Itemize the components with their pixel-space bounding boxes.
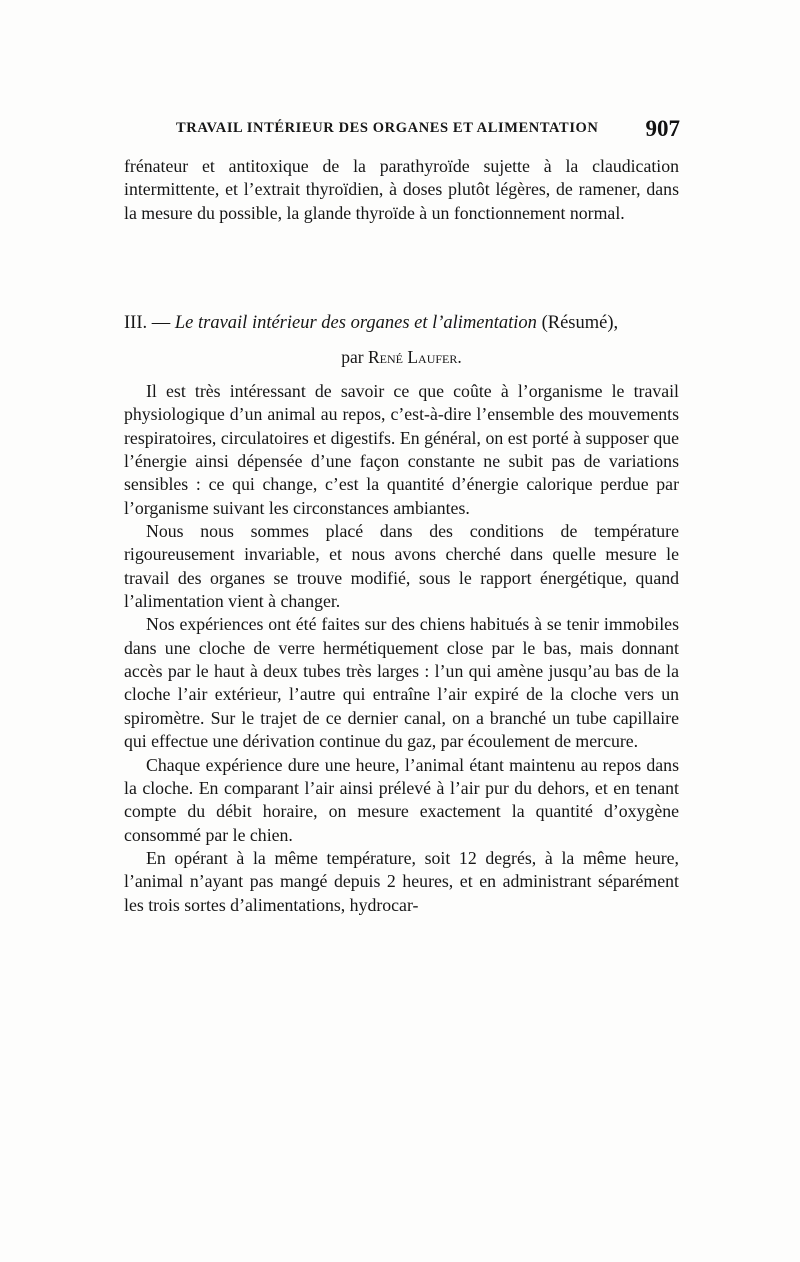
running-head — [124, 116, 680, 146]
running-head-title: TRAVAIL INTÉRIEUR DES ORGANES ET ALIMENTATION — [176, 120, 599, 136]
intro-text — [124, 155, 679, 225]
paragraph: Nos expériences ont été faites sur des chiens habitués à se tenir immobiles dans une cloche de verre hermétiquement close par le bas, mais donnant accès par le haut à deux tubes très larges : l’un qui amène jusqu’au bas de la cloche l’air extérieur, l’autre qui entraîne l’air expiré de la cloche vers un spiromètre. Sur le trajet de ce dernier canal, on a branché un tube capillaire qui effectue une dérivation continue du gaz, par écoulement de mercure. — [124, 614, 679, 752]
section-author-line — [124, 344, 679, 370]
section-note: (Résumé), — [541, 313, 619, 333]
paragraph: Il est très intéressant de savoir ce que coûte à l’organisme le travail physiologique d’un animal au repos, c’est-à-dire l’ensemble des mouvements respiratoires, circulatoires et digestifs. En général, on est porté à supposer que l’énergie ainsi dépensée d’une façon constante ne subit pas de variations sensibles : ce qui change, c’est la quantité d’énergie calorique perdue par l’organisme suivant les circonstances ambiantes. — [124, 381, 679, 518]
paragraph: En opérant à la même température, soit 12 degrés, à la même heure, l’animal n’ayant pas mangé depuis 2 heures, et en administrant séparément les trois sortes d’alimentations, hydrocar- — [124, 847, 679, 915]
body-text — [124, 380, 679, 917]
section-author: René Laufer. — [367, 347, 462, 367]
section-heading — [124, 310, 679, 370]
section-title: Le travail intérieur des organes et l’alimentation — [174, 313, 537, 333]
section-title-line — [124, 310, 679, 336]
paragraph: Nous nous sommes placé dans des conditions de température rigoureusement invariable, et nous avons cherché dans quelle mesure le travail des organes se trouve modifié, sous le rapport énergétique, quand l’alimentation vient à changer. — [124, 521, 679, 612]
paragraph: Chaque expérience dure une heure, l’animal étant maintenu au repos dans la cloche. En comparant l’air ainsi prélevé à l’air pur du dehors, et en tenant compte du débit horaire, on mesure exactement la quantité d’oxygène consommé par le chien. — [124, 754, 679, 845]
page-number: 907 — [645, 116, 680, 141]
author-prefix: par — [341, 347, 364, 367]
section-numeral: III. — — [124, 313, 171, 333]
intro-paragraph: frénateur et antitoxique de la parathyroïde sujette à la claudication intermittente, et l’extrait thyroïdien, à doses plutôt légères, de ramener, dans la mesure du possible, la glande thyroïde à un fonctionnement normal. — [124, 156, 679, 223]
